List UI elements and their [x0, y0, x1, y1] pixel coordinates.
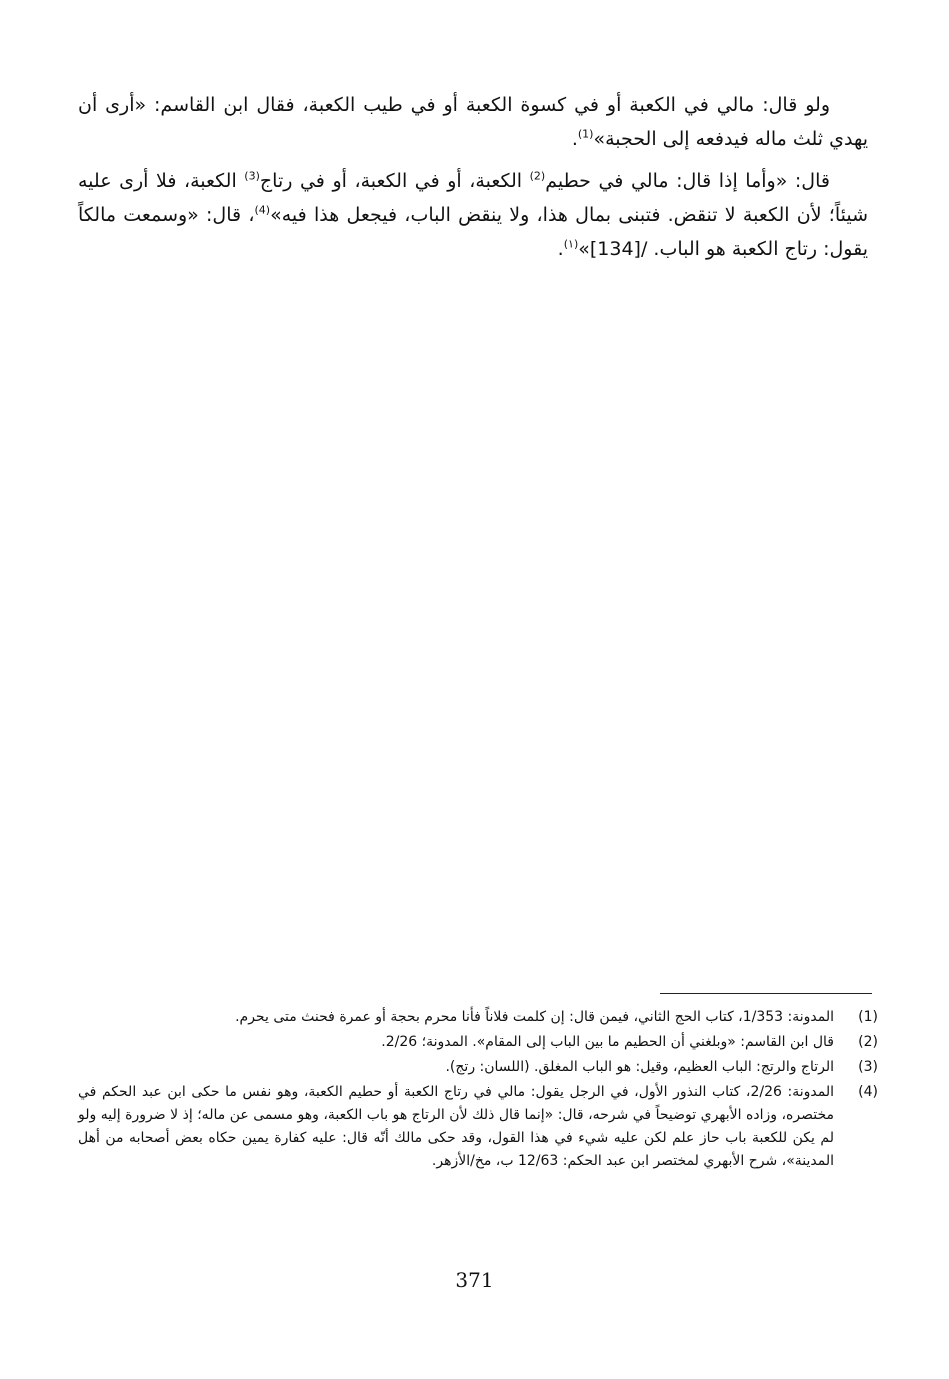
footnote-text: المدونة: 1/353، كتاب الحج الثاني، فيمن قال: إن كلمت فلاناً فأنا محرم بحجة أو عمرة فحنث متى يحرم.: [235, 1009, 834, 1025]
paragraph-2-text-a: قال: «وأما إذا قال: مالي في حطيم: [545, 170, 830, 192]
footnotes: [78, 1006, 878, 1175]
paragraph-2: [78, 164, 868, 266]
footnote-ref-1[interactable]: (1): [577, 127, 594, 141]
footnote-number: (2): [858, 1034, 878, 1050]
paragraph-2-text-c: الكعبة، فلا أرى عليه شيئاً؛ لأن الكعبة لا تنقض. فتبنى بمال هذا، ولا ينقض الباب، فيجعل هذا فيه»: [78, 170, 868, 226]
footnote-ref-5[interactable]: (١): [563, 237, 579, 251]
footnote-text: الرتاج والرتج: الباب العظيم، وقيل: هو الباب المغلق. (اللسان: رتج).: [445, 1059, 834, 1075]
footnote-number: (3): [858, 1059, 878, 1075]
footnote-ref-2[interactable]: (2): [529, 169, 546, 183]
main-text: [78, 88, 868, 274]
footnote-separator: [660, 993, 872, 994]
paragraph-1: [78, 88, 868, 156]
paragraph-2-text-b: الكعبة، أو في الكعبة، أو في رتاج: [259, 170, 530, 192]
footnote-text: المدونة: 2/26، كتاب النذور الأول، في الرجل يقول: مالي في رتاج الكعبة أو حطيم الكعبة، وهو نفس ما حكى ابن عبد الحكم في مختصره، وزاده الأبهري توضيحاً في شرحه، قال: «إنما قال ذلك لأن الرتاج هو باب الكعبة، وهو مسمى عن ماله؛ إذ لا ضرورة إليه ولو لم يكن للكعبة باب حاز علم لكن عليه شيء في هذا القول، وقد حكى مالك أنّه قال: عليه كفارة يمين حكاه بعض أصحابه من أهل المدينة»، شرح الأبهري لمختصر ابن عبد الحكم: 12/63 ب، مخ/الأزهر.: [78, 1084, 834, 1169]
footnote: [78, 1006, 878, 1029]
footnote-ref-4[interactable]: (4): [254, 203, 271, 217]
page-number: 371: [455, 1268, 494, 1292]
footnote: [78, 1081, 878, 1173]
footnote-number: (1): [858, 1009, 878, 1025]
footnote-text: قال ابن القاسم: «وبلغني أن الحطيم ما بين الباب إلى المقام». المدونة؛ 2/26.: [381, 1034, 834, 1050]
footnote-number: (4): [858, 1084, 878, 1100]
paragraph-1-end: .: [571, 128, 578, 150]
paragraph-2-text-d: ، قال: «وسمعت مالكاً يقول: رتاج الكعبة هو الباب. /[134]»: [78, 204, 868, 260]
paragraph-1-text: ولو قال: مالي في الكعبة أو في كسوة الكعبة أو في طيب الكعبة، فقال ابن القاسم: «أرى أن يهدي ثلث ماله فيدفعه إلى الحجبة»: [78, 94, 868, 150]
footnote-ref-3[interactable]: (3): [244, 169, 260, 183]
paragraph-2-end: .: [557, 238, 564, 260]
footnote: [78, 1031, 878, 1054]
footnote: [78, 1056, 878, 1079]
